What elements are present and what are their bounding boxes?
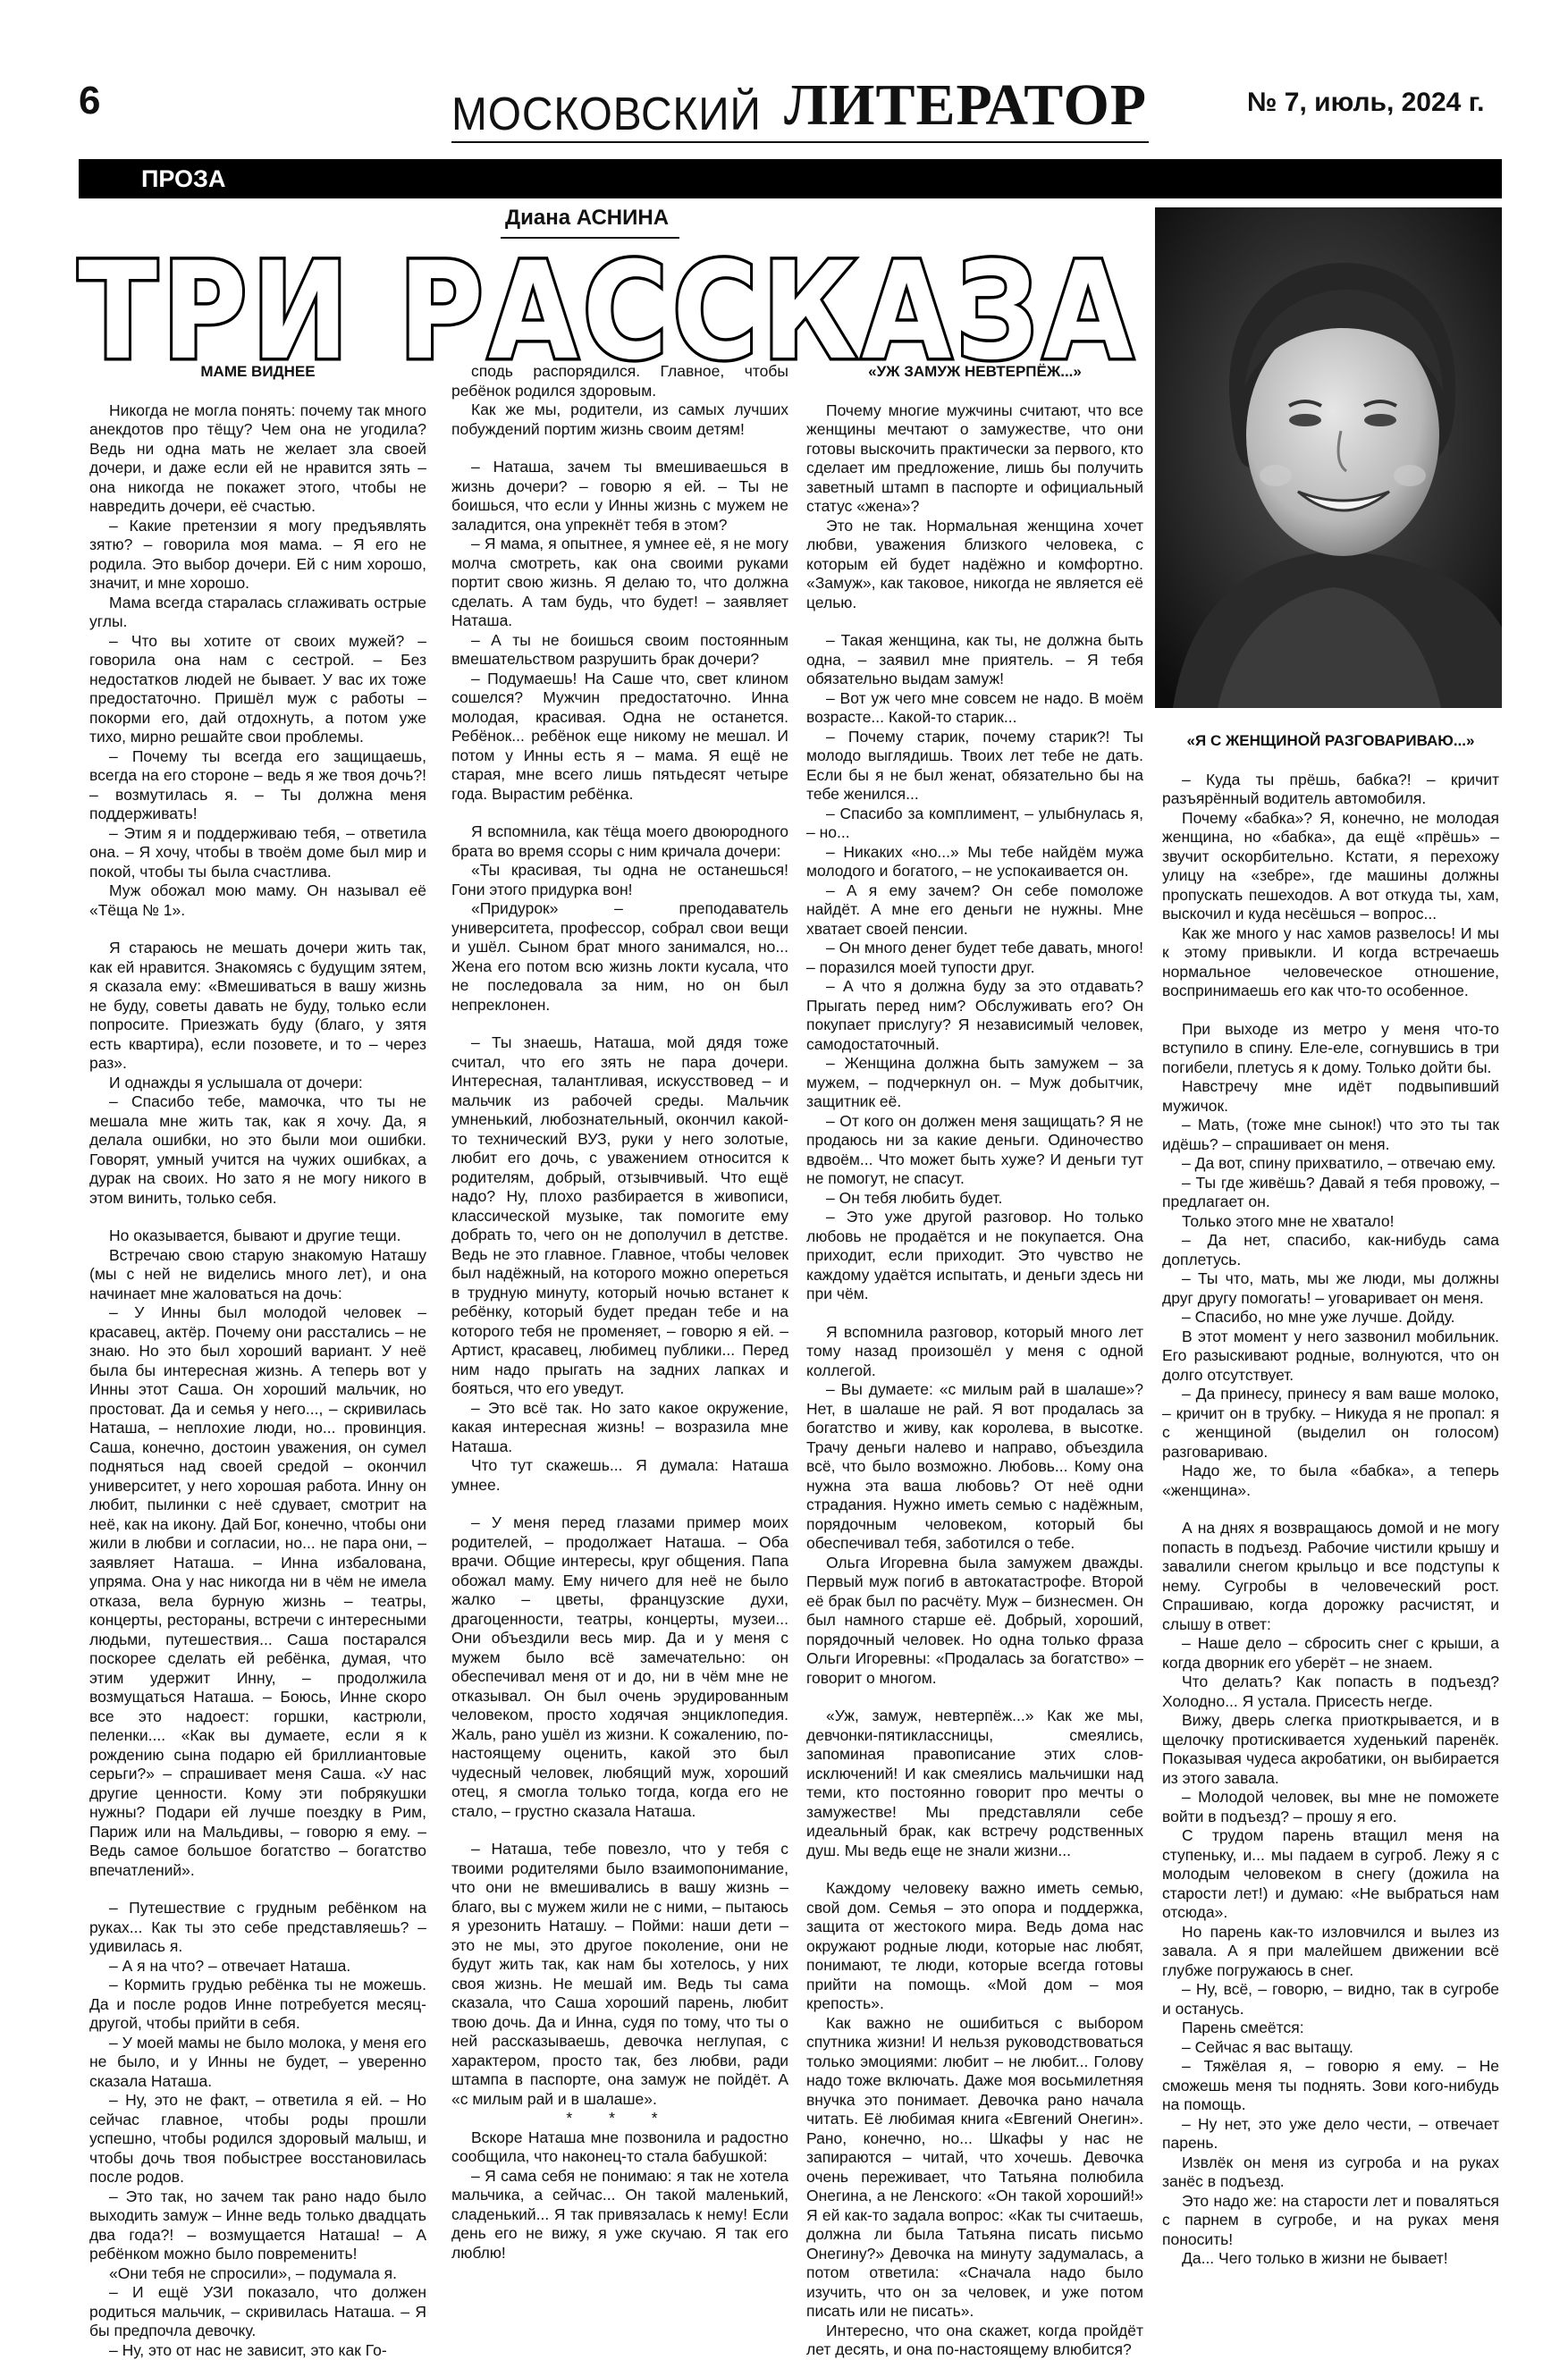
paragraph: Я вспомнила разговор, который много лет тому назад произошёл у меня с одной коллегой. — [806, 1323, 1143, 1381]
paragraph: – Мать, (тоже мне сынок!) что это ты так идёшь? – спрашивает он меня. — [1162, 1116, 1499, 1154]
paragraph: И однажды я услышала от дочери: — [89, 1074, 426, 1093]
paragraph: – Вы думаете: «с милым рай в шалаше»? Нет, в шалаше не рай. Я вот продалась за богатство и живу, как королева, в высотке. Трачу деньги налево и направо, объездила всё, что было возможно. Любовь... Кому она нужна эта ваша любовь? От неё одни страдания. Нужно иметь семью с надёжным, порядочным человеком, который бы обеспечивал тебя, заботился о тебе. — [806, 1380, 1143, 1554]
paragraph: – Никаких «но...» Мы тебе найдём мужа молодого и богатого, – не успокаивается он. — [806, 843, 1143, 881]
paragraph: – Ну, это не факт, – ответила я ей. – Но сейчас главное, чтобы роды прошли успешно, чтобы родился здоровый малыш, и чтобы дочь твоя побыстрее восстановилась после родов. — [89, 2091, 426, 2187]
paragraph: «Уж, замуж, невтерпёж...» Как же мы, девчонки-пятиклассницы, смеялись, запоминая правописание этих слов-исключений! И как смеялись мальчишки над теми, кто постоянно говорит про мечты о замужестве! Мы представляли себе идеальный брак, как встречу родственных душ. Мы ведь еще не знали жизни... — [806, 1707, 1143, 1860]
paragraph: – Вот уж чего мне совсем не надо. В моём возрасте... Какой-то старик... — [806, 689, 1143, 728]
paragraph: – Ну, всё, – говорю, – видно, так в сугробе и останусь. — [1162, 1980, 1499, 2019]
paragraph: Мама всегда старалась сглаживать острые углы. — [89, 594, 426, 632]
paragraph: «Придурок» – преподаватель университета, профессор, собрал свои вещи и ушёл. Сыном брат много занимался, но... Жена его потом всю жизнь локти кусала, что не последовала за ним, но он был непреклонен. — [451, 899, 788, 1015]
paragraph: – А я ему зачем? Он себе помоложе найдёт. А мне его деньги не нужны. Мне хватает своей пенсии. — [806, 881, 1143, 940]
paragraph-spacer — [1162, 1001, 1499, 1020]
paragraph: Это не так. Нормальная женщина хочет любви, уважения близкого человека, с которым ей будет надёжно и комфортно. «Замуж», как таковое, никогда не является её целью. — [806, 517, 1143, 613]
masthead-right: ЛИТЕРАТОР — [784, 72, 1147, 139]
column-4 — [1162, 731, 1499, 2269]
paragraph: – Ну нет, это уже дело чести, – отвечает парень. — [1162, 2115, 1499, 2154]
paragraph: – Ты знаешь, Наташа, мой дядя тоже считал, что его зять не пара дочери. Интересная, талантливая, искусствовед – и мальчик из рабочей среды. Мальчик умненький, любознательный, окончил какой-то технический ВУЗ, руки у него золотые, любит его дочь, с уважением относится к родителям, добрый, отзывчивый. Что ещё надо? Ну, плохо разбирается в живописи, классической музыке, так помогите ему добрать то, чего он не дополучил в детстве. Ведь не это главное. Главное, чтобы человек был надёжный, на которого можно опереться в трудную минуту, который ночью встанет к ребёнку, который будет предан тебе и на которого тебя не променяет, – говорю я ей. – Артист, красавец, любимец публики... Перед ним надо прыгать на задних лапках и бояться, что его уведут. — [451, 1033, 788, 1399]
paragraph: Я вспомнила, как тёща моего двоюродного брата во время ссоры с ним кричала дочери: — [451, 822, 788, 861]
paragraph: – Спасибо за комплимент, – улыбнулась я, – но... — [806, 805, 1143, 843]
paragraph: Ольга Игоревна была замужем дважды. Первый муж погиб в автокатастрофе. Второй её брак был по расчёту. Муж – бизнесмен. Он был намного старше её. Добрый, хороший, порядочный человек. Но одна только фраза Ольги Игоревны: «Продалась за богатство» – говорит о многом. — [806, 1554, 1143, 1689]
masthead-left: МОСКОВСКИЙ — [451, 88, 762, 141]
paragraph: – Это так, но зачем так рано надо было выходить замуж – Инне ведь только двадцать два года?! – возмущается Наташа! – А ребёнком можно было повременить! — [89, 2187, 426, 2264]
paragraph-spacer — [806, 1688, 1143, 1707]
column-1 — [89, 362, 426, 2360]
paragraph: – Что вы хотите от своих мужей? – говорила она нам с сестрой. – Без недостатков людей не бывает. У вас их тоже предостаточно. Пришёл муж с работы – покорми его, дай отдохнуть, а потом уже тихо, мирно решайте свои проблемы. — [89, 632, 426, 747]
paragraph: – А ты не боишься своим постоянным вмешательством разрушить брак дочери? — [451, 631, 788, 670]
article-title-text: ТРИ РАССКАЗА — [79, 234, 1138, 380]
story-subtitle: «Я С ЖЕНЩИНОЙ РАЗГОВАРИВАЮ...» — [1162, 731, 1499, 751]
paragraph: Как же много у нас хамов развелось! И мы к этому привыкли. И когда встречаешь нормальное человеческое отношение, воспринимаешь его как что-то особенное. — [1162, 924, 1499, 1001]
paragraph: Навстречу мне идёт подвыпивший мужичок. — [1162, 1077, 1499, 1116]
paragraph: Вижу, дверь слегка приоткрывается, и в щелочку протискивается худенький паренёк. Показывая чудеса акробатики, он выбирается из этого завала. — [1162, 1711, 1499, 1788]
paragraph-spacer — [451, 439, 788, 458]
paragraph: – У моей мамы не было молока, у меня его не было, и у Инны не будет, – уверенно сказала Наташа. — [89, 2034, 426, 2092]
paragraph: «Они тебя не спросили», – подумала я. — [89, 2264, 426, 2284]
paragraph: – Ты что, мать, мы же люди, мы должны друг другу помогать! – уговаривает он меня. — [1162, 1269, 1499, 1308]
paragraph: Надо же, то была «бабка», а теперь «женщина». — [1162, 1462, 1499, 1500]
paragraph: – У Инны был молодой человек – красавец, актёр. Почему они расстались – не знаю. Но это был хороший вариант. У неё была бы интересная жизнь. А теперь вот у Инны этот Саша. Он хороший мальчик, но простоват. Да и семья у него..., – скривилась Наташа, – неплохие люди, но... провинция. Саша, конечно, достоин уважения, он сумел подняться над своей средой – окончил университет, у него хорошая работа. Инну он любит, пылинки с неё сдувает, смотрит на неё, как на икону. Дай Бог, конечно, чтобы они жили в любви и согласии, но... не пара они, – заявляет Наташа. – Инна избалована, упряма. Она у нас никогда ни в чём не имела отказа, вела бурную жизнь – театры, концерты, рестораны, встречи с интересными людьми, путешествия... Саша постарался поскорее сделать ей ребёнка, думая, что этим удержит Инну, – продолжила возмущаться Наташа. – Боюсь, Инне скоро все это надоест: горшки, кастрюли, пеленки.... «Как вы думаете, если я к рождению сына подарю ей бриллиантовые серьги?» – спрашивает меня Саша. «У нас другие ценности. Кому эти побрякушки нужны? Подари ей лучше поездку в Рим, Париж или на Мальдивы, – говорю я ему. – Ведь самое большое богатство – богатство впечатлений». — [89, 1303, 426, 1880]
paragraph: – Какие претензии я могу предъявлять зятю? – говорила моя мама. – Я его не родила. Это выбор дочери. Ей с ним хорошо, значит, и мне хорошо. — [89, 517, 426, 594]
paragraph-spacer — [89, 1208, 426, 1226]
paragraph: – Подумаешь! На Саше что, свет клином сошелся? Мужчин предостаточно. Инна молодая, красивая. Одна не останется. Ребёнок... ребёнок еще никому не мешал. И потом у Инны есть я – мама. Я ещё не старая, мне всего лишь пятьдесят четыре года. Вырастим ребёнка. — [451, 670, 788, 805]
paragraph: – Да принесу, принесу я вам ваше молоко, – кричит он в трубку. – Никуда я не пропал: я с женщиной (выделил он голосом) разговариваю. — [1162, 1385, 1499, 1462]
paragraph-spacer — [89, 920, 426, 939]
paragraph-spacer — [451, 1015, 788, 1033]
paragraph: – Спасибо тебе, мамочка, что ты не мешала мне жить так, как я хочу. Да, я делала ошибки, но это были мои ошибки. Говорят, умный учится на чужих ошибках, а дурак на своих. Но зато я не могу никого в этом винить, только себя. — [89, 1092, 426, 1208]
paragraph: Да... Чего только в жизни не бывает! — [1162, 2249, 1499, 2269]
paragraph: – Женщина должна быть замужем – за мужем, – подчеркнул он. – Муж добытчик, защитник её. — [806, 1054, 1143, 1112]
paragraph: А на днях я возвращаюсь домой и не могу попасть в подъезд. Рабочие чистили крышу и завалили снегом крыльцо и все подступы к нему. Сугробы в человеческий рост. Спрашиваю, когда дорожку расчистят, и слышу в ответ: — [1162, 1519, 1499, 1634]
paragraph: – Почему ты всегда его защищаешь, всегда на его стороне – ведь я же твоя дочь?! – возмутилась я. – Ты должна меня поддерживать! — [89, 747, 426, 824]
paragraph-spacer — [451, 1495, 788, 1513]
paragraph: Муж обожал мою маму. Он называл её «Тёща № 1». — [89, 881, 426, 920]
paragraph: Я стараюсь не мешать дочери жить так, как ей нравится. Знакомясь с будущим зятем, я сказала ему: «Вмешиваться в вашу жизнь не буду, советы давать не буду, только если попросите. Приезжать буду (благо, у зятя есть квартира), если позовете, и то – через раз». — [89, 939, 426, 1074]
paragraph: «Ты красивая, ты одна не останешься! Гони этого придурка вон! — [451, 861, 788, 899]
paragraph: – У меня перед глазами пример моих родителей, – продолжает Наташа. – Оба врачи. Общие интересы, круг общения. Папа обожал маму. Ему ничего для неё не было жалко – цветы, французские духи, драгоценности, театры, концерты, музеи... Они объездили весь мир. Да и у меня с мужем было всё замечательно: он обеспечивал меня от и до, ни в чём мне не отказывал. Он был очень эрудированным человеком, просто ходячая энциклопедия. Жаль, рано ушёл из жизни. К сожалению, по-настоящему оценить, какой это был чудесный человек, любящий муж, хороший отец, я смогла только тогда, когда его не стало, – грустно сказала Наташа. — [451, 1513, 788, 1821]
paragraph: Как важно не ошибиться с выбором спутника жизни! И нельзя руководствоваться только эмоциями: любит – не любит... Голову надо тоже включать. Даже моя восьмилетняя внучка это понимает. Девочка рано начала читать. Её любимая книга «Евгений Онегин». Рано, конечно, но... Шкафы у нас не запираются – читай, что хочешь. Девочка очень переживает, что Татьяна полюбила Онегина, а не Ленского: «Он такой хороший!» Я ей как-то задала вопрос: «Как ты считаешь, должна ли была Татьяна писать письмо Онегину?» Девочка на минуту задумалась, а потом ответила: «Сначала надо было изучить, что он за человек, и уже потом писать или не писать». — [806, 2014, 1143, 2322]
paragraph: – Он много денег будет тебе давать, много! – поразился моей тупости друг. — [806, 939, 1143, 977]
paragraph: – Я сама себя не понимаю: я так не хотела мальчика, а сейчас... Он такой маленький, сладенький... Я так привязалась к нему! Если день его не вижу, я уже скучаю. Я так его люблю! — [451, 2167, 788, 2263]
paragraph: Это надо же: на старости лет и поваляться с парнем в сугробе, и на руках меня поносить! — [1162, 2192, 1499, 2250]
paragraph: – Сейчас я вас вытащу. — [1162, 2038, 1499, 2058]
paragraph: – Почему старик, почему старик?! Ты молодо выглядишь. Твоих лет тебе не дать. Если бы я не был женат, обязательно бы на тебе женился... — [806, 728, 1143, 805]
paragraph: – Спасибо, но мне уже лучше. Дойду. — [1162, 1308, 1499, 1328]
paragraph: Что тут скажешь... Я думала: Наташа умнее. — [451, 1456, 788, 1495]
paragraph: Что делать? Как попасть в подъезд? Холодно... Я устала. Присесть негде. — [1162, 1673, 1499, 1711]
paragraph: – Я мама, я опытнее, я умнее её, я не могу молча смотреть, как она своими руками портит свою жизнь. Я делаю то, что должна сделать. А там будь, что будет! – заявляет Наташа. — [451, 535, 788, 631]
paragraph-spacer — [806, 612, 1143, 631]
paragraph-spacer — [806, 1860, 1143, 1879]
section-bar — [79, 159, 1502, 198]
column-2 — [451, 362, 788, 2263]
paragraph: Извлёк он меня из сугроба и на руках занёс в подъезд. — [1162, 2154, 1499, 2192]
paragraph-spacer — [89, 1880, 426, 1899]
page-number: 6 — [79, 79, 100, 123]
paragraph-spacer — [451, 804, 788, 822]
section-label: ПРОЗА — [141, 165, 225, 193]
paragraph-spacer — [806, 1304, 1143, 1323]
paragraph: – А что я должна буду за это отдавать? Прыгать перед ним? Обслуживать его? Он покупает прислугу? Я независимый человек, самодостаточный. — [806, 977, 1143, 1054]
paragraph: С трудом парень втащил меня на ступеньку, и... мы падаем в сугроб. Лежу я с молодым человеком в снегу (дожила на старости лет!) и думаю: «Не выбраться нам отсюда». — [1162, 1826, 1499, 1923]
paragraph: – Наташа, зачем ты вмешиваешься в жизнь дочери? – говорю я ей. – Ты не боишься, что если у Инны жизнь с мужем не заладится, она упрекнёт тебя в этом? — [451, 458, 788, 535]
paragraph: – Этим я и поддерживаю тебя, – ответила она. – Я хочу, чтобы в твоём доме был мир и покой, чтобы ты была счастлива. — [89, 824, 426, 882]
paragraph: – Путешествие с грудным ребёнком на руках... Как ты это себе представляешь? – удивилась я. — [89, 1899, 426, 1957]
paragraph: Только этого мне не хватало! — [1162, 1212, 1499, 1232]
author-name: Диана АСНИНА — [505, 206, 669, 231]
paragraph: – А я на что? – отвечает Наташа. — [89, 1957, 426, 1976]
article-title — [72, 232, 1144, 380]
section-divider: * * * — [451, 2109, 788, 2128]
story-subtitle: «УЖ ЗАМУЖ НЕВТЕРПЁЖ...» — [806, 362, 1143, 382]
paragraph: – Наташа, тебе повезло, что у тебя с твоими родителями было взаимопонимание, что они не вмешивались в вашу жизнь – благо, вы с мужем жили не с ними, – пытаюсь я урезонить Наташу. – Пойми: наши дети – это не мы, это другое поколение, они не будут жить так, как нам бы хотелось, у них своя жизнь. Не мешай им. Ведь ты сама сказала, что Саша хороший парень, любит твою дочь. Да и Инна, судя по тому, что ты о ней рассказываешь, девочка неглупая, с характером, просто так, без любви, ради штампа в паспорте, она замуж не пойдёт. А «с милым рай и в шалаше». — [451, 1840, 788, 2109]
paragraph: – И ещё УЗИ показало, что должен родиться мальчик, – скривилась Наташа. – Я бы предпочла девочку. — [89, 2283, 426, 2341]
masthead — [451, 63, 1149, 152]
paragraph: – Он тебя любить будет. — [806, 1189, 1143, 1209]
paragraph-spacer — [1162, 1500, 1499, 1519]
paragraph: В этот момент у него зазвонил мобильник. Его разыскивают родные, волнуются, что он долго отсутствует. — [1162, 1328, 1499, 1386]
paragraph: Парень смеётся: — [1162, 2019, 1499, 2038]
paragraph: Как же мы, родители, из самых лучших побуждений портим жизнь своим детям! — [451, 400, 788, 439]
paragraph: Но оказывается, бывают и другие тещи. — [89, 1226, 426, 1246]
paragraph: Встречаю свою старую знакомую Наташу (мы с ней не виделись много лет), и она начинает мне жаловаться на дочь: — [89, 1246, 426, 1304]
paragraph: – Кормить грудью ребёнка ты не можешь. Да и после родов Инне потребуется месяц-другой, чтобы прийти в себя. — [89, 1976, 426, 2034]
paragraph: – Молодой человек, вы мне не поможете войти в подъезд? – прошу я его. — [1162, 1788, 1499, 1826]
paragraph: Интересно, что она скажет, когда пройдёт лет десять, и она по-настоящему влюбится? — [806, 2322, 1143, 2360]
paragraph: Но парень как-то изловчился и вылез из завала. А я при малейшем движении всё глубже погружаюсь в снег. — [1162, 1923, 1499, 1981]
column-3 — [806, 362, 1143, 2360]
paragraph: Каждому человеку важно иметь семью, свой дом. Семья – это опора и поддержка, защита от жестокого мира. Ведь дома нас окружают родные люди, которые нас любят, понимают, те люди, которые всегда готовы прийти на помощь. «Мой дом – моя крепость». — [806, 1879, 1143, 2014]
paragraph: Почему «бабка»? Я, конечно, не молодая женщина, но «бабка», да ещё «прёшь» – звучит оскорбительно. Кстати, я перехожу улицу на «зебре», где машины должны пропускать пешеходов. А вот откуда ты, хам, выскочил и куда несёшься – вопрос... — [1162, 809, 1499, 924]
paragraph: – Да нет, спасибо, как-нибудь сама доплетусь. — [1162, 1231, 1499, 1269]
paragraph: Вскоре Наташа мне позвонила и радостно сообщила, что наконец-то стала бабушкой: — [451, 2128, 788, 2167]
paragraph: – Да вот, спину прихватило, – отвечаю ему. — [1162, 1154, 1499, 1174]
paragraph: Никогда не могла понять: почему так много анекдотов про тёщу? Чем она не угодила? Ведь ни одна мать не желает зла своей дочери, и даже если ей не нравится зять – она никогда не покажет этого, чтобы не навредить дочери, её счастью. — [89, 401, 426, 517]
issue-info: № 7, июль, 2024 г. — [1247, 88, 1485, 118]
paragraph-spacer — [451, 1821, 788, 1840]
paragraph: – Ну, это от нас не зависит, это как Го- — [89, 2341, 426, 2360]
paragraph: – Ты где живёшь? Давай я тебя провожу, – предлагает он. — [1162, 1174, 1499, 1212]
paragraph: – Наше дело – сбросить снег с крыши, а когда дворник его уберёт – не знаем. — [1162, 1634, 1499, 1673]
paragraph: – Такая женщина, как ты, не должна быть одна, – заявил мне приятель. – Я тебя обязательно выдам замуж! — [806, 631, 1143, 689]
paragraph: При выходе из метро у меня что-то вступило в спину. Еле-еле, согнувшись в три погибели, плетусь я к дому. Только дойти бы. — [1162, 1020, 1499, 1078]
paragraph: – Это уже другой разговор. Но только любовь не продаётся и не покупается. Она приходит, если приходит. Это чувство не каждому удаётся испытать, и деньги здесь ни при чём. — [806, 1208, 1143, 1304]
paragraph: сподь распорядился. Главное, чтобы ребёнок родился здоровым. — [451, 362, 788, 400]
paragraph: Почему многие мужчины считают, что все женщины мечтают о замужестве, что они готовы выскочить практически за первого, кто сделает им предложение, лишь бы получить заветный штамп в паспорте и официальный статус «жена»? — [806, 401, 1143, 517]
story-subtitle: МАМЕ ВИДНЕЕ — [89, 362, 426, 382]
paragraph: – Куда ты прёшь, бабка?! – кричит разъярённый водитель автомобиля. — [1162, 771, 1499, 809]
author-photo — [1155, 207, 1502, 708]
masthead-rule — [451, 141, 1149, 143]
paragraph: – От кого он должен меня защищать? Я не продаюсь ни за какие деньги. Одиночество вдвоём... Что может быть хуже? И деньги тут не помогут, не спасут. — [806, 1112, 1143, 1189]
paragraph: – Это всё так. Но зато какое окружение, какая интересная жизнь! – возразила мне Наташа. — [451, 1399, 788, 1457]
paragraph: – Тяжёлая я, – говорю я ему. – Не сможешь меня ты поднять. Зови кого-нибудь на помощь. — [1162, 2057, 1499, 2115]
